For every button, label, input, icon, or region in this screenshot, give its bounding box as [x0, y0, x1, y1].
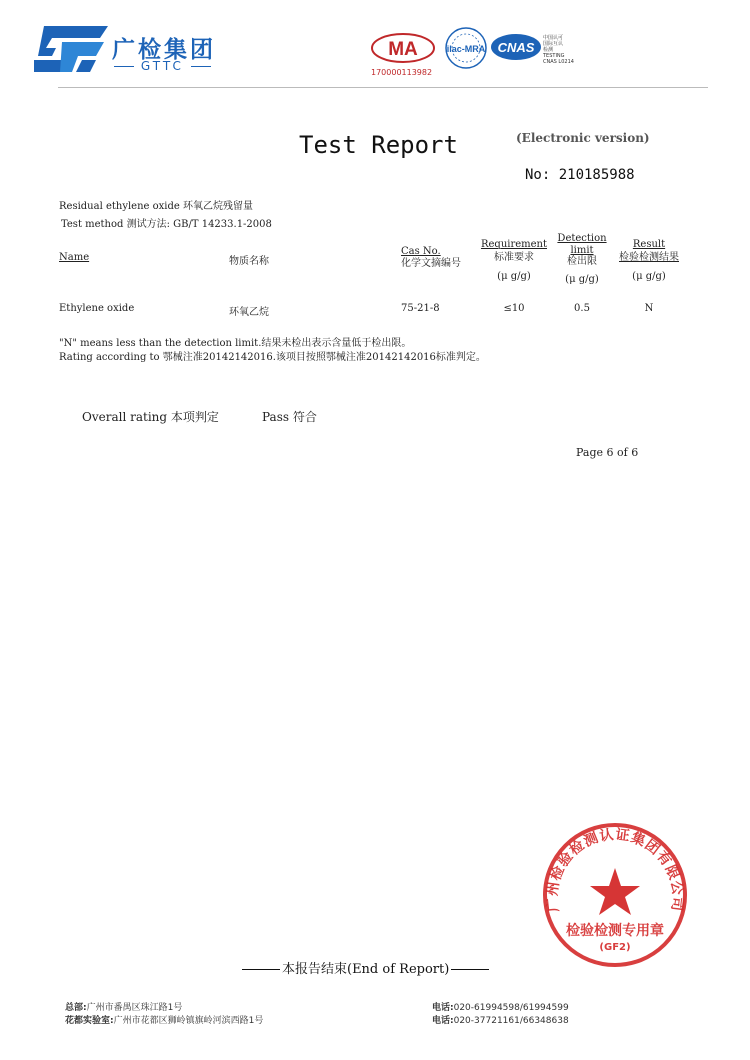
report-number: No: 210185988: [525, 167, 635, 183]
report-version: (Electronic version): [516, 131, 650, 145]
header-divider: [58, 87, 708, 88]
note-rating-basis: Rating according to 鄂械注准20142142016.该项目按照鄂械注准20142142016标准判定。: [59, 352, 486, 363]
footer-hq-label: 总部:: [65, 1003, 87, 1013]
col-header-cas-en: Cas No.: [401, 246, 441, 257]
footer-tel1: [432, 1000, 569, 1013]
col-header-cas: [401, 246, 461, 270]
cnas-caption-line: 检测: [543, 47, 554, 53]
row-detection-limit: 0.5: [574, 303, 590, 314]
col-header-req-en: Requirement: [480, 239, 548, 250]
footer-hq: [65, 1000, 182, 1013]
col-header-det-en2: limit: [570, 244, 594, 256]
footer-lab-label: 花都实验室:: [65, 1016, 114, 1026]
col-header-name: Name: [59, 252, 90, 263]
cnas-label: CNAS: [497, 40, 535, 55]
cma-number: 170000113982: [371, 68, 433, 77]
brand-en-text: GTTC: [140, 59, 184, 73]
col-header-cn-name: 物质名称: [229, 256, 269, 267]
page-number: Page 6 of 6: [576, 446, 639, 459]
gttc-logo-icon: [34, 26, 108, 72]
seal-ring-text: 广州检验检测认证集团有限公司: [544, 826, 686, 913]
row-result: N: [644, 303, 654, 314]
footer-lab-address: 广州市花都区狮岭镇旗岭河滨西路1号: [113, 1016, 264, 1026]
brand-name-cn: 广检集团: [112, 37, 216, 63]
cnas-caption-line: 中国认可: [543, 35, 564, 41]
footer-lab: [65, 1013, 263, 1026]
report-title: Test Report: [299, 131, 458, 159]
seal-center-text: 检验检测专用章: [566, 923, 664, 939]
footer-hq-address: 广州市番禺区珠江路1号: [86, 1003, 183, 1013]
col-header-det-cn: 检出限: [567, 256, 597, 267]
test-item: Residual ethylene oxide 环氧乙烷残留量: [59, 201, 253, 212]
col-header-res-cn: 检验检测结果: [619, 252, 679, 263]
col-header-result: [614, 238, 684, 283]
overall-rating-value: Pass 符合: [262, 410, 317, 424]
footer-tel1-label: 电话:: [432, 1003, 454, 1013]
cnas-logo-icon: [490, 32, 542, 62]
col-header-requirement: [480, 238, 548, 283]
official-seal-stamp: [540, 820, 690, 970]
note-n-meaning: "N" means less than the detection limit.结果未检出表示含量低于检出限。: [59, 338, 412, 349]
col-header-res-unit: (μ g/g): [632, 271, 666, 282]
footer-tel2-label: 电话:: [432, 1016, 454, 1026]
end-of-report: [240, 958, 491, 977]
footer-tel1-number: 020-61994598/61994599: [453, 1003, 569, 1013]
col-header-det-unit: (μ g/g): [565, 273, 599, 285]
row-cn-name: 环氧乙烷: [229, 307, 269, 318]
test-method: Test method 测试方法: GB/T 14233.1-2008: [61, 219, 272, 230]
brand-name-en: [114, 59, 211, 73]
col-header-req-cn: 标准要求: [494, 252, 534, 263]
row-cas: 75-21-8: [401, 303, 440, 314]
end-of-report-text: 本报告结束(End of Report): [282, 962, 450, 977]
ilac-label: ilac-MRA: [446, 44, 486, 54]
cnas-caption-line: CNAS L0214: [543, 59, 574, 65]
row-name: Ethylene oxide: [59, 303, 135, 314]
cnas-caption-line: 国际互认: [543, 41, 564, 47]
col-header-det-en1: Detection: [557, 233, 607, 244]
row-requirement: ≤10: [503, 303, 525, 314]
col-header-req-unit: (μ g/g): [497, 271, 531, 282]
seal-code: (GF2): [599, 942, 631, 953]
col-header-detection: [552, 233, 612, 285]
cnas-caption-line: TESTING: [543, 53, 565, 59]
footer-tel2: [432, 1013, 569, 1026]
col-header-cas-cn: 化学文摘编号: [401, 258, 461, 269]
cnas-caption: [543, 35, 574, 65]
col-header-res-en: Result: [632, 239, 666, 250]
footer-tel2-number: 020-37721161/66348638: [453, 1016, 569, 1026]
cma-label: MA: [388, 39, 418, 60]
overall-rating-label: Overall rating 本项判定: [82, 410, 219, 424]
